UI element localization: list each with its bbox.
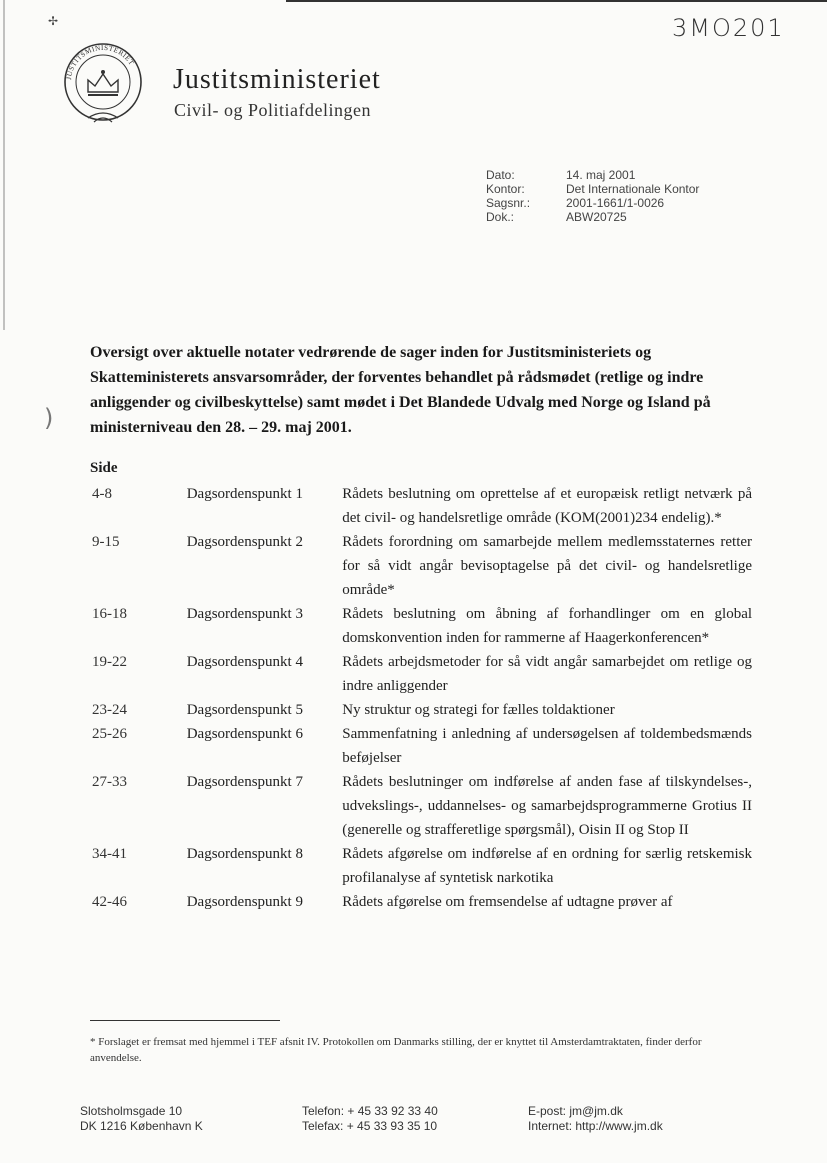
agenda-point: Dagsordenspunkt 4: [186, 654, 303, 670]
svg-text:JUSTITSMINISTERIET: JUSTITSMINISTERIET: [65, 43, 136, 81]
side-column-heading: Side: [90, 460, 118, 476]
meta-row-date: [486, 168, 699, 182]
agenda-description: Rådets beslutninger om indførelse af anden fase af tilskyndelses-, udvekslings-, uddannelses- og samarbejdsprogrammerne Grotius II (generelle og strafferetlige spørgsmål), Oisin II og Stop II: [342, 774, 753, 838]
agenda-point: Dagsordenspunkt 5: [186, 702, 303, 718]
footer-telephone: Telefon: + 45 33 92 33 40: [302, 1104, 438, 1118]
agenda-point: Dagsordenspunkt 8: [186, 846, 303, 862]
department-name: Civil- og Politiafdelingen: [174, 100, 371, 120]
footnote: * Forslaget er fremsat med hjemmel i TEF afsnit IV. Protokollen om Danmarks stilling, der er knyttet til Amsterdamtraktaten, finder derfor anvendelse.: [90, 1036, 702, 1064]
agenda-pages: 42-46: [92, 894, 127, 910]
meta-label: Dato:: [486, 168, 515, 182]
footer-telefax: Telefax: + 45 33 93 35 10: [302, 1119, 438, 1133]
footer-address: [80, 1104, 203, 1134]
agenda-row: [90, 482, 752, 530]
hole-punch-mark: ): [44, 404, 54, 432]
agenda-row: [90, 698, 752, 722]
meta-value: 2001-1661/1-0026: [566, 196, 665, 210]
footer-contact-block: [528, 1104, 663, 1134]
ministry-seal: [58, 40, 148, 130]
agenda-row: [90, 650, 752, 698]
agenda-pages: 4-8: [92, 486, 112, 502]
summary-heading: Oversigt over aktuelle notater vedrørende de sager inden for Justitsministeriets og Skatteministerets ansvarsområder, der forventes behandlet på rådsmødet (retlige og indre anliggender og civilbeskyttelse) samt mødet i Det Blandede Udvalg med Norge og Island på ministerniveau den 28. – 29. maj 2001.: [90, 344, 711, 436]
scan-mark: ✢: [48, 14, 59, 28]
agenda-description: Ny struktur og strategi for fælles toldaktioner: [342, 702, 615, 718]
footer-street: Slotsholmsgade 10: [80, 1104, 183, 1118]
scan-edge-line: [3, 0, 5, 330]
document-meta: [486, 168, 699, 224]
agenda-row: [90, 890, 752, 914]
agenda-row: [90, 602, 752, 650]
handwritten-reference: 3MO201: [672, 14, 785, 42]
agenda-pages: 27-33: [92, 774, 127, 790]
meta-label: Sagsnr.:: [486, 196, 531, 210]
meta-row-office: [486, 182, 699, 196]
agenda-description: Rådets forordning om samarbejde mellem medlemsstaternes retter for så vidt angår bevisoptagelse på det civil- og handelsretlige område*: [342, 534, 753, 598]
agenda-point: Dagsordenspunkt 9: [186, 894, 303, 910]
agenda-point: Dagsordenspunkt 1: [186, 486, 303, 502]
meta-label: Kontor:: [486, 182, 525, 196]
agenda-point: Dagsordenspunkt 6: [186, 726, 303, 742]
agenda-description: Rådets afgørelse om fremsendelse af udtagne prøver af: [342, 894, 673, 910]
meta-row-doc: [486, 210, 699, 224]
agenda-pages: 25-26: [92, 726, 127, 742]
agenda-row: [90, 770, 752, 842]
agenda-point: Dagsordenspunkt 3: [186, 606, 303, 622]
footer-city: DK 1216 København K: [80, 1119, 203, 1133]
agenda-point: Dagsordenspunkt 2: [186, 534, 303, 550]
agenda-description: Rådets arbejdsmetoder for så vidt angår samarbejdet om retlige og indre anliggender: [342, 654, 753, 694]
meta-value: 14. maj 2001: [566, 168, 636, 182]
agenda-point: Dagsordenspunkt 7: [186, 774, 303, 790]
agenda-row: [90, 530, 752, 602]
agenda-description: Rådets beslutning om oprettelse af et europæisk retligt netværk på det civil- og handelsretlige område (KOM(2001)234 endelig).*: [342, 486, 753, 526]
footer-website: Internet: http://www.jm.dk: [528, 1119, 663, 1133]
footer-phone-block: [302, 1104, 438, 1134]
footnote-divider: [90, 1020, 280, 1021]
agenda-pages: 23-24: [92, 702, 127, 718]
agenda-row: [90, 842, 752, 890]
footer-email: E-post: jm@jm.dk: [528, 1104, 623, 1118]
agenda-description: Sammenfatning i anledning af undersøgelsen af toldembedsmænds beføjelser: [342, 726, 753, 766]
agenda-pages: 34-41: [92, 846, 127, 862]
meta-value: Det Internationale Kontor: [566, 182, 700, 196]
meta-row-case: [486, 196, 699, 210]
meta-label: Dok.:: [486, 210, 515, 224]
agenda-pages: 19-22: [92, 654, 127, 670]
agenda-row: [90, 722, 752, 770]
scan-top-line: [286, 0, 827, 2]
agenda-description: Rådets afgørelse om indførelse af en ordning for særlig retskemisk profilanalyse af syntetisk narkotika: [342, 846, 753, 886]
agenda-pages: 16-18: [92, 606, 127, 622]
agenda-list: [90, 482, 752, 914]
meta-value: ABW20725: [566, 210, 627, 224]
agenda-description: Rådets beslutning om åbning af forhandlinger om en global domskonvention inden for rammerne af Haagerkonferencen*: [342, 606, 753, 646]
agenda-pages: 9-15: [92, 534, 120, 550]
ministry-name: Justitsministeriet: [173, 64, 381, 95]
